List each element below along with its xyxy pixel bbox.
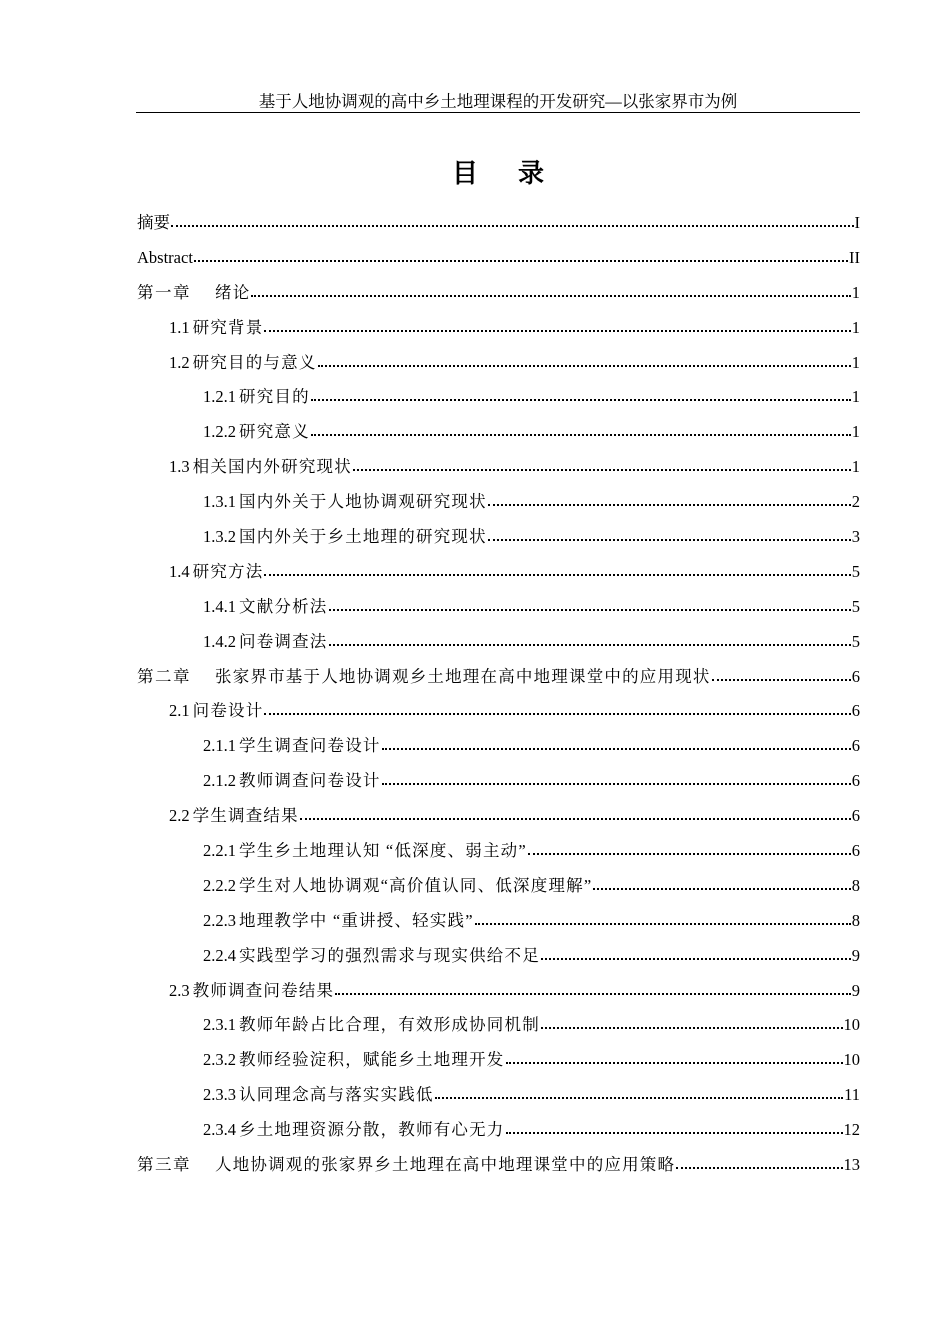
page-number: 1 [851, 422, 860, 442]
toc-entry-label [203, 1008, 540, 1043]
page-number: 8 [851, 875, 860, 895]
toc-entry-label [137, 206, 170, 241]
dot-leader [382, 737, 851, 751]
section-title: 研究目的 [239, 387, 310, 407]
running-title: 基于人地协调观的高中乡土地理课程的开发研究—以张家界市为例 [258, 92, 738, 111]
section-title: 张家界市基于人地协调观乡土地理在高中地理课堂中的应用现状 [215, 666, 711, 686]
page-number: 3 [851, 527, 860, 547]
section-title: Abstract [137, 247, 193, 267]
section-number: 2.2.1 [203, 841, 236, 861]
toc-entry-label [203, 869, 592, 904]
dot-leader [506, 1051, 843, 1065]
section-number: 1.1 [169, 317, 190, 337]
section-title: 教师调查问卷设计 [239, 771, 381, 791]
toc-title-left: 目 [451, 159, 478, 189]
page-number: 1 [851, 317, 860, 337]
page-number: 6 [851, 666, 860, 686]
section-number: 2.2.2 [203, 875, 236, 895]
dot-leader [318, 354, 851, 368]
page-number: 10 [843, 1015, 860, 1035]
chapter-number: 第一章 [137, 282, 191, 302]
dot-leader [435, 1086, 843, 1100]
section-number: 1.4.2 [203, 631, 236, 651]
toc-entry[interactable] [137, 415, 860, 450]
dot-leader [475, 912, 851, 926]
page-number: II [849, 247, 860, 267]
dot-leader [264, 702, 850, 716]
toc-entry-label [137, 241, 193, 276]
dot-leader [541, 947, 851, 961]
section-title: 学生调查问卷设计 [239, 736, 381, 756]
toc-entry[interactable] [137, 904, 860, 939]
section-number: 2.2.3 [203, 910, 236, 930]
toc-entry[interactable] [137, 869, 860, 904]
page-number: 6 [851, 841, 860, 861]
dot-leader [488, 528, 851, 542]
dot-leader [488, 493, 851, 507]
page-number: 1 [851, 457, 860, 477]
toc-entry-label [203, 625, 328, 660]
section-title: 认同理念高与落实实践低 [239, 1085, 434, 1105]
section-title: 问卷调查法 [239, 631, 328, 651]
section-number: 2.1 [169, 701, 190, 721]
section-number: 1.3.2 [203, 527, 236, 547]
toc-entry[interactable] [137, 380, 860, 415]
toc-entry-label [203, 904, 474, 939]
section-number: 2.3.4 [203, 1120, 236, 1140]
page-number: 8 [851, 910, 860, 930]
dot-leader [311, 423, 851, 437]
dot-leader [593, 877, 850, 891]
toc-entry[interactable] [137, 311, 860, 346]
section-number: 1.4.1 [203, 596, 236, 616]
page-number: 5 [851, 596, 860, 616]
toc-entry-label [169, 694, 263, 729]
chapter-number: 第三章 [137, 1155, 191, 1175]
toc-title-right: 录 [518, 159, 545, 189]
toc-entry[interactable] [137, 799, 860, 834]
dot-leader [382, 772, 851, 786]
section-number: 2.3.1 [203, 1015, 236, 1035]
section-title: 教师经验淀积，赋能乡土地理开发 [239, 1050, 505, 1070]
dot-leader [300, 807, 851, 821]
section-number: 1.3 [169, 457, 190, 477]
toc-entry-label [169, 799, 299, 834]
section-title: 学生调查结果 [192, 806, 299, 826]
dot-leader [329, 598, 851, 612]
page-number: 5 [851, 561, 860, 581]
section-number: 2.3.3 [203, 1085, 236, 1105]
section-number: 2.3.2 [203, 1050, 236, 1070]
section-title: 人地协调观的张家界乡土地理在高中地理课堂中的应用策略 [215, 1155, 676, 1175]
toc-entry[interactable] [137, 1008, 860, 1043]
toc-entry-label [203, 729, 381, 764]
toc-entry[interactable] [137, 346, 860, 381]
toc-entry-label [137, 1148, 675, 1183]
section-number: 2.1.1 [203, 736, 236, 756]
dot-leader [251, 284, 850, 298]
toc-entry[interactable] [137, 974, 860, 1009]
dot-leader [676, 1156, 842, 1170]
toc-entry-label [169, 555, 263, 590]
toc-entry-label [137, 276, 250, 311]
dot-leader [194, 249, 848, 263]
dot-leader [712, 668, 851, 682]
dot-leader [329, 633, 851, 647]
page-number: 11 [844, 1085, 860, 1105]
toc-entry-label [203, 1043, 505, 1078]
section-title: 国内外关于人地协调观研究现状 [239, 492, 487, 512]
section-number: 2.2.4 [203, 945, 236, 965]
section-title: 乡土地理资源分散，教师有心无力 [239, 1120, 505, 1140]
section-title: 教师年龄占比合理，有效形成协同机制 [239, 1015, 540, 1035]
toc-entry[interactable] [137, 939, 860, 974]
toc-entry[interactable] [137, 625, 860, 660]
page-number: 6 [851, 771, 860, 791]
toc-entry[interactable] [137, 660, 860, 695]
section-title: 摘要 [137, 213, 170, 232]
toc-entry-label [203, 590, 328, 625]
running-header [136, 92, 860, 113]
page-number: 1 [851, 352, 860, 372]
section-title: 研究意义 [239, 422, 310, 442]
toc-entry[interactable] [137, 555, 860, 590]
table-of-contents [137, 206, 860, 1183]
page-number: 6 [851, 701, 860, 721]
dot-leader [541, 1016, 843, 1030]
toc-entry[interactable] [137, 590, 860, 625]
dot-leader [528, 842, 851, 856]
section-title: 相关国内外研究现状 [192, 457, 352, 477]
dot-leader [335, 982, 851, 996]
section-number: 1.2 [169, 352, 190, 372]
section-number: 2.2 [169, 806, 190, 826]
section-number: 2.1.2 [203, 771, 236, 791]
section-title: 问卷设计 [192, 701, 264, 721]
section-title: 国内外关于乡土地理的研究现状 [239, 527, 487, 547]
toc-entry-label [169, 974, 334, 1009]
toc-entry-label [203, 764, 381, 799]
page-number: I [854, 213, 860, 232]
toc-entry[interactable] [137, 1078, 860, 1113]
toc-entry-label [137, 660, 711, 695]
toc-entry[interactable] [137, 729, 860, 764]
toc-entry[interactable] [137, 834, 860, 869]
page-number: 10 [843, 1050, 860, 1070]
toc-entry-label [169, 346, 317, 381]
section-title: 实践型学习的强烈需求与现实供给不足 [239, 945, 540, 965]
dot-leader [171, 214, 854, 228]
toc-entry-label [203, 834, 527, 869]
section-title: 绪论 [215, 282, 251, 302]
toc-entry[interactable] [137, 450, 860, 485]
section-title: 研究背景 [192, 317, 264, 337]
toc-entry[interactable] [137, 1113, 860, 1148]
toc-entry-label [203, 380, 310, 415]
section-number: 1.2.1 [203, 387, 236, 407]
page-number: 12 [843, 1120, 860, 1140]
section-title: 研究目的与意义 [192, 352, 317, 372]
section-number: 1.4 [169, 561, 190, 581]
page-number: 9 [851, 945, 860, 965]
dot-leader [311, 388, 851, 402]
section-number: 1.2.2 [203, 422, 236, 442]
toc-title [0, 157, 950, 191]
section-title: 学生对人地协调观“高价值认同、低深度理解” [239, 875, 593, 895]
toc-entry-label [203, 1078, 434, 1113]
page-number: 5 [851, 631, 860, 651]
page-number: 1 [851, 387, 860, 407]
toc-entry[interactable] [137, 1043, 860, 1078]
toc-entry-label [203, 415, 310, 450]
page-number: 1 [851, 282, 860, 302]
page-number: 9 [851, 980, 860, 1000]
dot-leader [353, 458, 851, 472]
toc-entry[interactable] [137, 206, 860, 241]
section-title: 文献分析法 [239, 596, 328, 616]
section-title: 教师调查问卷结果 [192, 980, 335, 1000]
section-number: 1.3.1 [203, 492, 236, 512]
toc-entry[interactable] [137, 1148, 860, 1183]
toc-entry-label [169, 311, 263, 346]
section-title: 研究方法 [192, 561, 264, 581]
page-number: 6 [851, 806, 860, 826]
dot-leader [264, 319, 850, 333]
page-number: 2 [851, 492, 860, 512]
page-number: 6 [851, 736, 860, 756]
toc-entry[interactable] [137, 485, 860, 520]
dot-leader [264, 563, 850, 577]
toc-entry[interactable] [137, 241, 860, 276]
section-title: 学生乡土地理认知 “低深度、弱主动” [239, 841, 527, 861]
toc-entry-label [203, 485, 487, 520]
toc-entry[interactable] [137, 694, 860, 729]
dot-leader [506, 1121, 843, 1135]
toc-entry[interactable] [137, 520, 860, 555]
toc-entry[interactable] [137, 764, 860, 799]
page-number: 13 [843, 1155, 860, 1175]
toc-entry-label [203, 520, 487, 555]
toc-entry-label [203, 1113, 505, 1148]
section-number: 2.3 [169, 980, 190, 1000]
chapter-number: 第二章 [137, 666, 191, 686]
section-title: 地理教学中 “重讲授、轻实践” [239, 910, 474, 930]
toc-entry-label [169, 450, 352, 485]
toc-entry[interactable] [137, 276, 860, 311]
toc-entry-label [203, 939, 540, 974]
